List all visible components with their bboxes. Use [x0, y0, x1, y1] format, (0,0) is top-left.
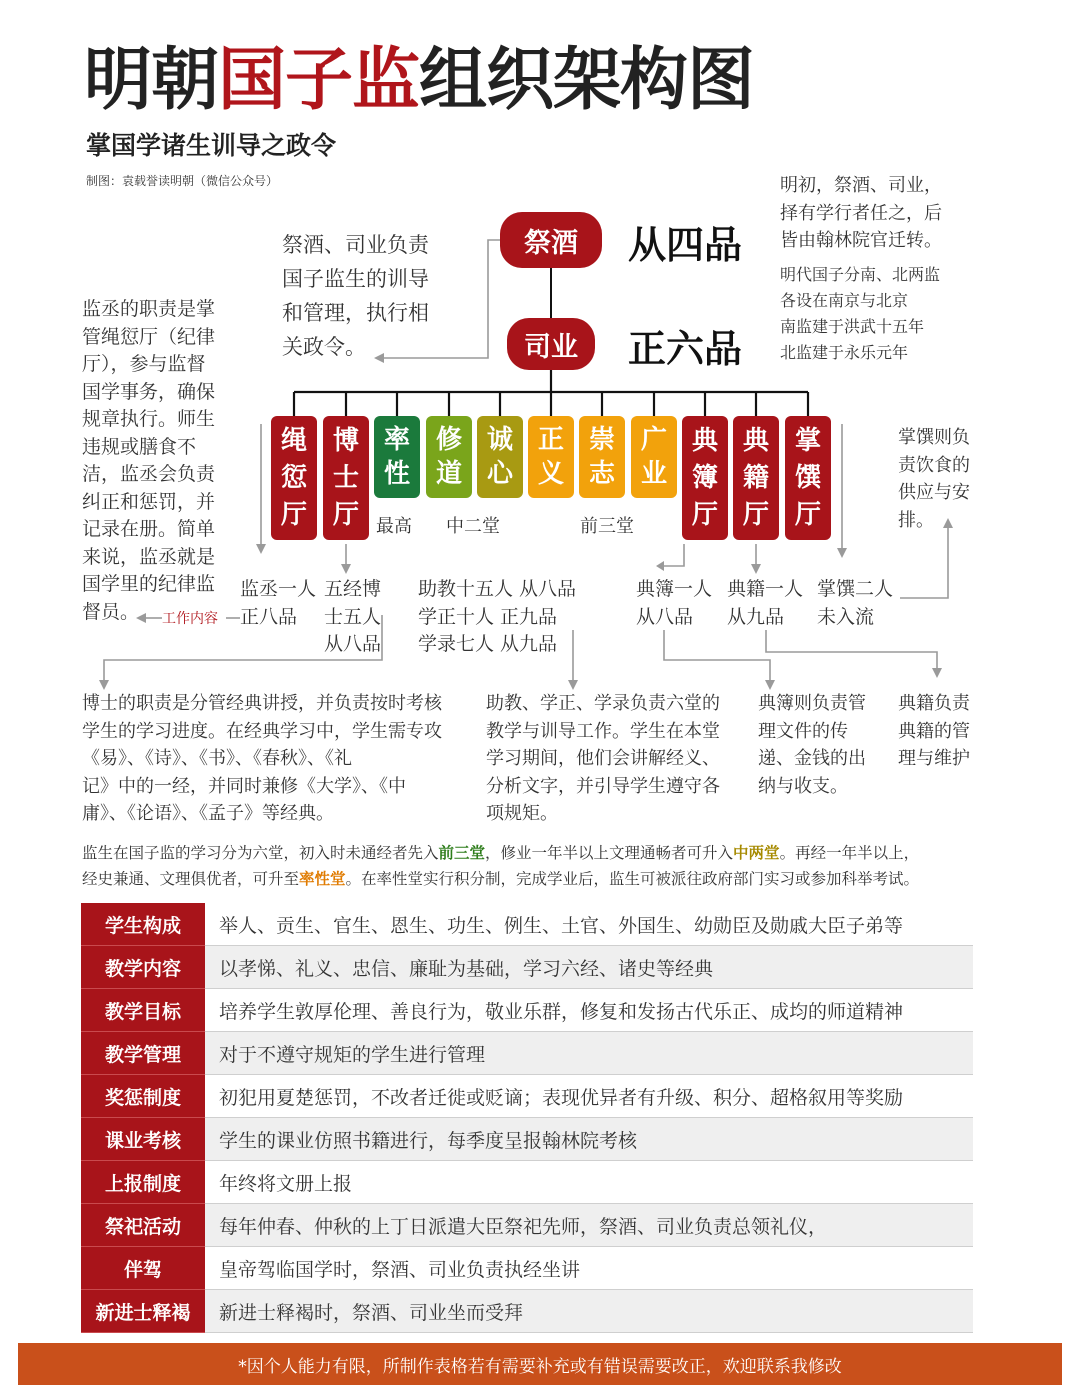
table-row: 学生构成 举人、贡生、官生、恩生、功生、例生、土官、外国生、幼勋臣及勋戚大臣子弟等	[81, 903, 973, 946]
hall-xiudao: 修 道	[426, 416, 472, 498]
table-row: 奖惩制度 初犯用夏楚惩罚，不改者迁徙或贬谪；表现优异者有升级、积分、超格叙用等奖励	[81, 1075, 973, 1118]
table-row: 祭祀活动 每年仲春、仲秋的上丁日派遣大臣祭祀先师，祭酒、司业负责总领礼仪，	[81, 1204, 973, 1247]
dept-dianbuting: 典 簿 厅	[682, 416, 728, 540]
jijiu-siye-desc: 祭酒、司业负责 国子监生的训导 和管理，执行相 关政令。	[282, 233, 429, 359]
staff-dianbu: 典簿一人 从八品	[636, 578, 713, 628]
table-row: 课业考核 学生的课业仿照书籍进行，每季度呈报翰林院考核	[81, 1118, 973, 1161]
dept-zhangzhuanting: 掌 馔 厅	[785, 416, 831, 540]
table-row: 新进士释褐 新进士释褐时，祭酒、司业坐而受拜	[81, 1290, 973, 1333]
hall-label-middle: 中二堂	[446, 516, 500, 537]
zhangzhuan-desc: 掌馔则负 责饮食的 供应与安 排。	[898, 427, 970, 531]
boshi-desc: 博士的职责是分管经典讲授，并负责按时考核 学生的学习进度。在经典学习中，学生需专攻 《易》、《诗》、《书》、《春秋》、《礼 记》中的一经，并同时兼修《大学》、《中 庸》、《论语》、《孟子》等经典。	[82, 693, 442, 824]
hall-zhengyi: 正 义	[528, 416, 574, 498]
study-paragraph: 监生在国子监的学习分为六堂，初入时未通经者先入前三堂，修业一年半以上文理通畅者可升入中两堂。再经一年半以上， 经史兼通、文理俱优者，可升至率性堂。在率性堂实行积分制，完成学业后，监生可被派往政府部门实习或参加科举考试。	[82, 843, 920, 888]
table-row: 教学管理 对于不遵守规矩的学生进行管理	[81, 1032, 973, 1075]
work-content-label: 工作内容	[162, 611, 218, 627]
hall-chongzhi: 崇 志	[579, 416, 625, 498]
rank-siye: 正六品	[628, 327, 743, 371]
credit-line: 制图：袁载誉读明朝（微信公众号）	[86, 174, 279, 188]
dept-shengqianting: 绳 愆 厅	[271, 416, 317, 540]
staff-jiancheng: 监丞一人 正八品	[240, 578, 317, 628]
table-row: 教学目标 培养学生敦厚伦理、善良行为，敬业乐群，修复和发扬古代乐正、成均的师道精神	[81, 989, 973, 1032]
staff-zhujiao: 助教十五人 从八品 学正十人 正九品 学录七人 从九品	[418, 578, 577, 655]
note-two-schools: 明代国子分南、北两监 各设在南京与北京 南监建于洪武十五年 北监建于永乐元年	[780, 265, 941, 362]
rank-jijiu: 从四品	[628, 223, 743, 267]
zhujiao-desc: 助教、学正、学录负责六堂的 教学与训导工作。学生在本堂 学习期间，他们会讲解经义、 分析文字，并引导学生遵守各 项规矩。	[486, 693, 720, 824]
hall-chengxin: 诚 心	[477, 416, 523, 498]
footer-banner: *因个人能力有限，所制作表格若有需要补充或有错误需要改正，欢迎联系我修改	[18, 1343, 1062, 1385]
hall-label-front: 前三堂	[580, 516, 634, 537]
node-siye: 司业	[507, 318, 595, 370]
table-row: 教学内容 以孝悌、礼义、忠信、廉耻为基础，学习六经、诸史等经典	[81, 946, 973, 989]
staff-dianji: 典籍一人 从九品	[727, 578, 804, 628]
info-table	[81, 903, 973, 1333]
table-row: 伴驾 皇帝驾临国学时，祭酒、司业负责执经坐讲	[81, 1247, 973, 1290]
table-row: 上报制度 年终将文册上报	[81, 1161, 973, 1204]
page-subtitle: 掌国学诸生训导之政令	[86, 131, 337, 160]
node-jijiu: 祭酒	[500, 212, 602, 268]
staff-boshi: 五经博 士五人 从八品	[324, 578, 382, 655]
dept-boshiting: 博 士 厅	[323, 416, 369, 540]
staff-zhangzhuan: 掌馔二人 未入流	[817, 578, 894, 628]
hall-guangye: 广 业	[631, 416, 677, 498]
jiancheng-desc: 监丞的职责是掌 管绳愆厅（纪律 厅），参与监督 国学事务，确保 规章执行。师生 违规或膳食不 洁，监丞会负责 纠正和惩罚，并 记录在册。简单 来说，监丞就是 国学里的纪律监 督员。	[82, 298, 216, 623]
page-title: 明朝国子监组织架构图	[84, 41, 755, 120]
dept-dianjiting: 典 籍 厅	[733, 416, 779, 540]
dianji-desc: 典籍负责 典籍的管 理与维护	[898, 693, 970, 769]
note-ming-early: 明初，祭酒、司业， 择有学行者任之，后 皆由翰林院官迁转。	[780, 175, 942, 251]
dianbu-desc: 典簿则负责管 理文件的传 递、金钱的出 纳与收支。	[758, 693, 866, 797]
hall-shuaixing: 率 性	[374, 416, 420, 498]
hall-label-top: 最高	[376, 516, 412, 537]
